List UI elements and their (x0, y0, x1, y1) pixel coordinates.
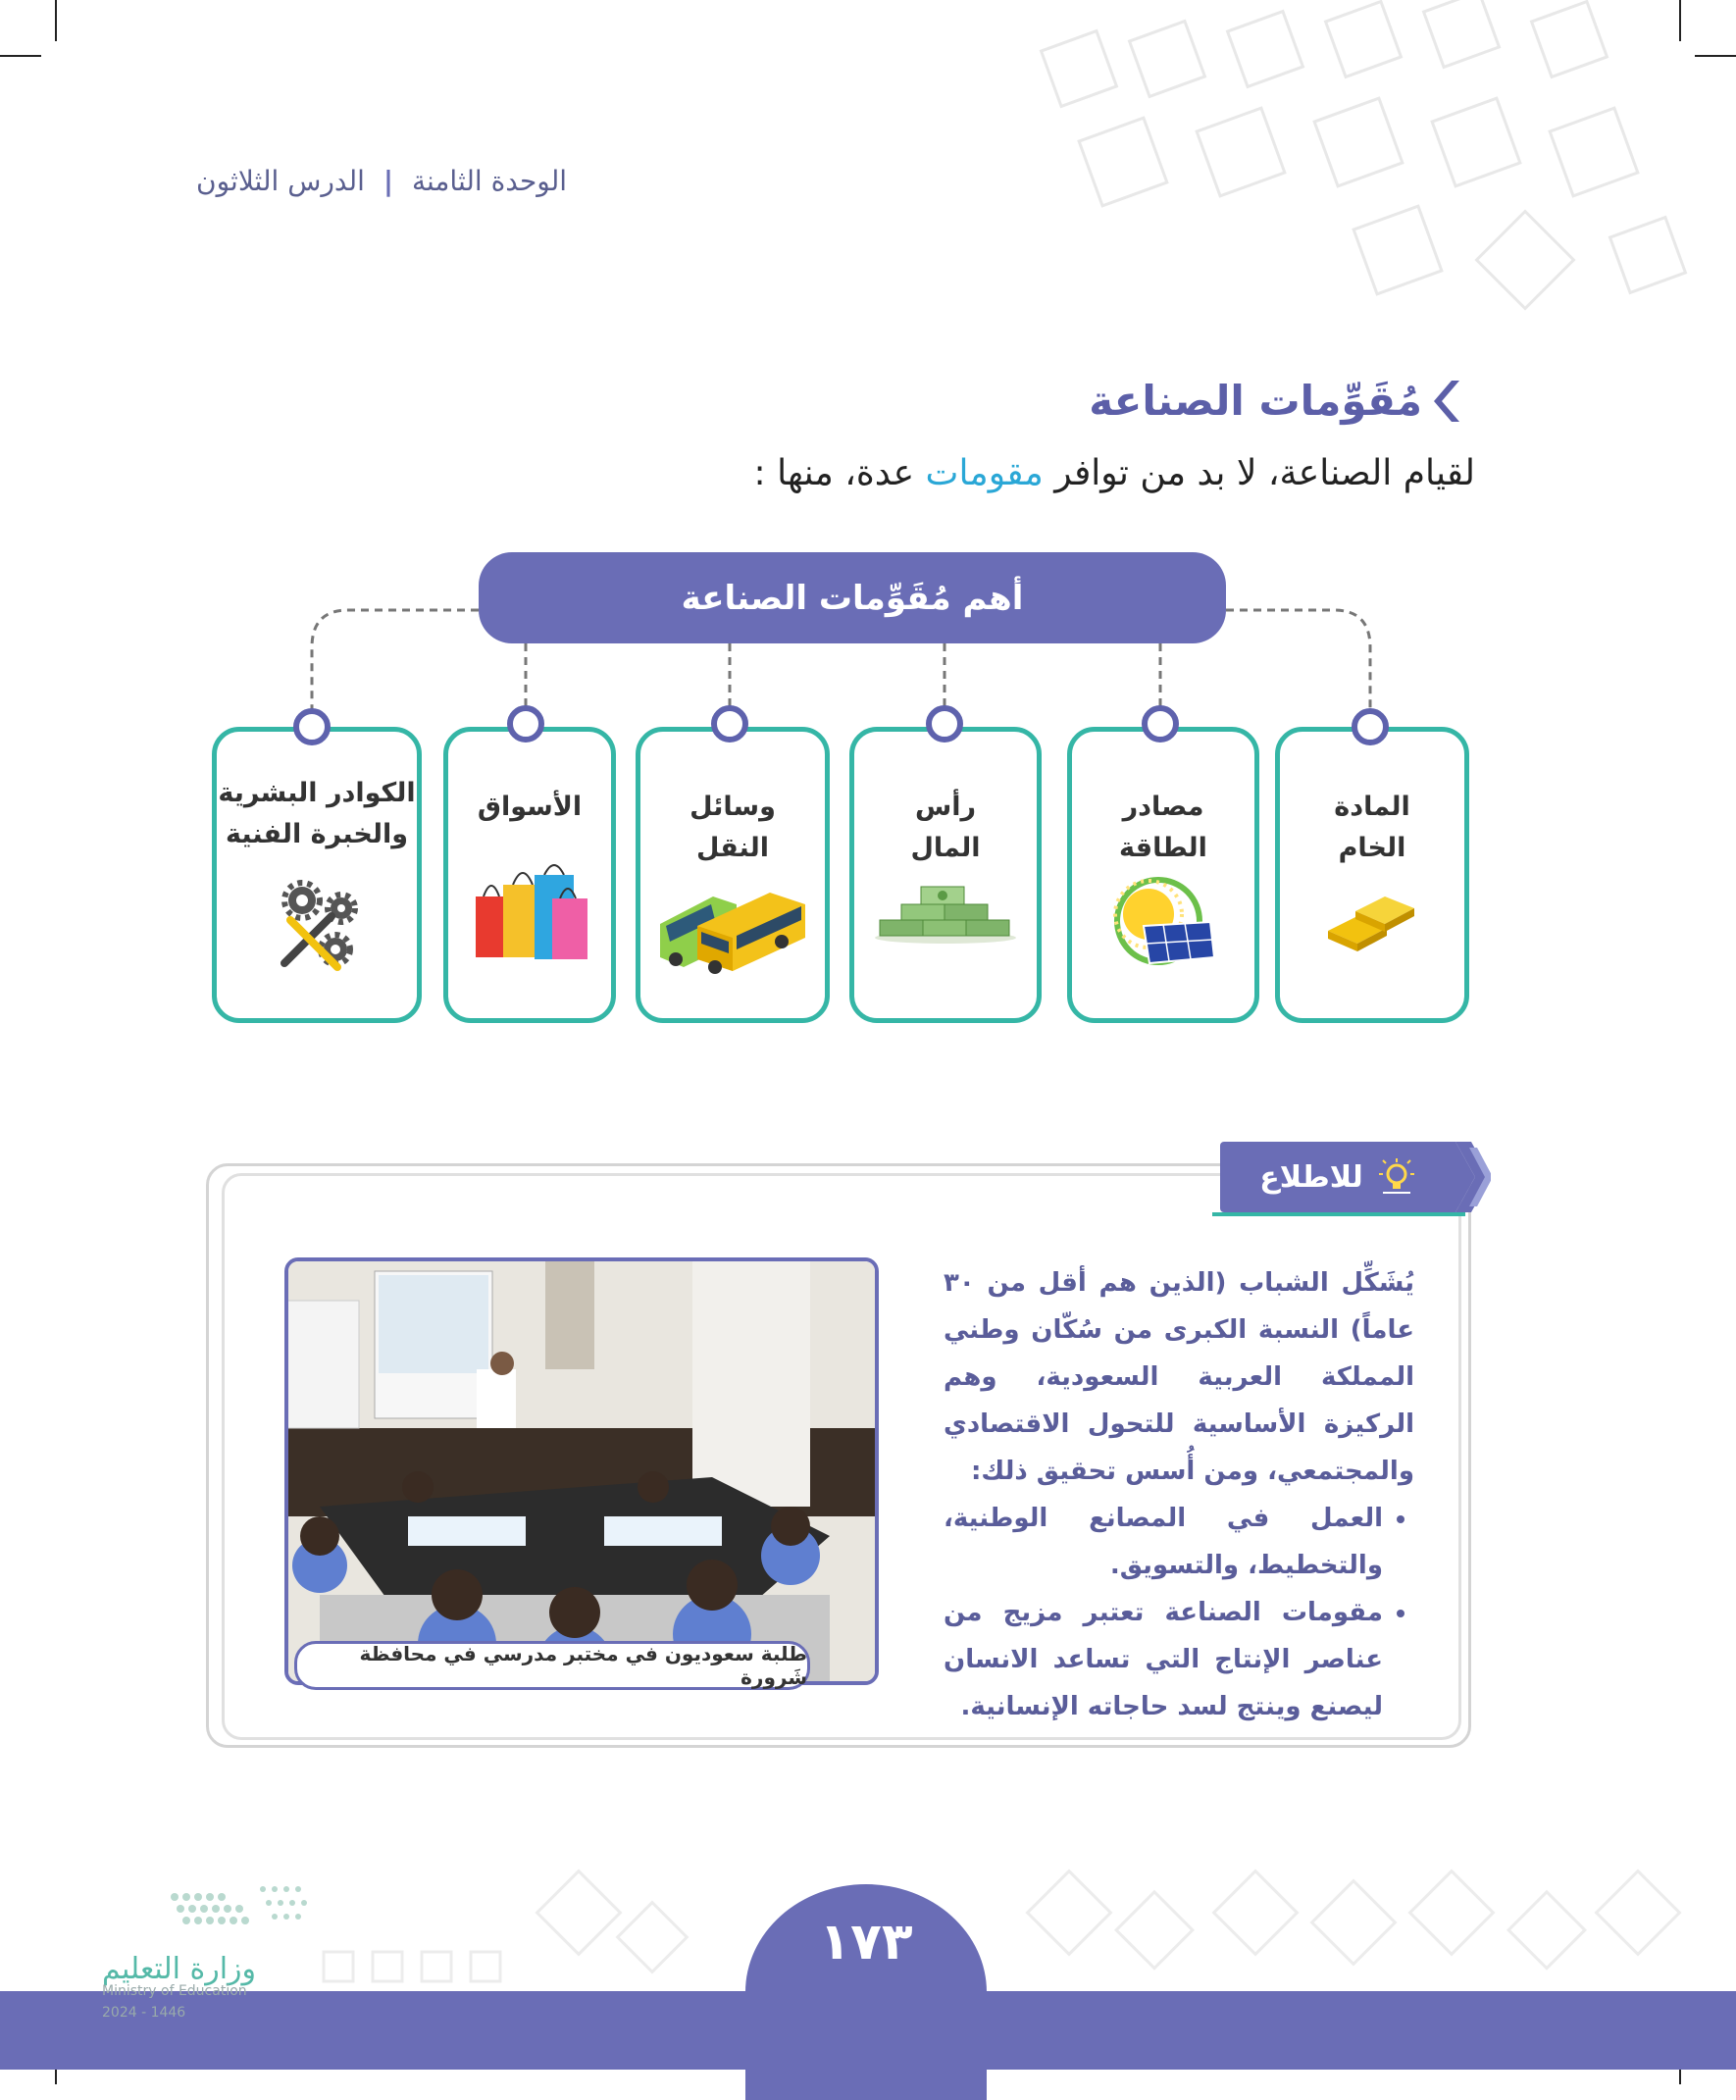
page-number: ١٧٣ (819, 1913, 913, 1972)
money-stack-icon (872, 877, 1019, 946)
connector-knob (926, 705, 963, 743)
card-raw-materials (1275, 727, 1469, 1023)
info-tag (1220, 1142, 1455, 1212)
gold-bars-icon (1318, 877, 1426, 955)
card-capital (849, 727, 1042, 1023)
card-markets (443, 727, 616, 1023)
info-tag-underline (1212, 1212, 1465, 1216)
classroom-illustration (284, 1261, 875, 1685)
unit-label: الوحدة الثامنة (411, 165, 568, 197)
intro-text-end: عدة، منها : (753, 453, 926, 493)
card-human-resources (212, 727, 422, 1023)
info-tag-label: للاطلاع (1259, 1159, 1363, 1195)
diagram-title: أهم مُقَوِّمات الصناعة (479, 552, 1226, 643)
gears-tools-icon (273, 877, 361, 975)
lightbulb-icon (1377, 1157, 1416, 1197)
ministry-logo-year: 2024 - 1446 (102, 2005, 186, 2021)
bus-icon (654, 877, 811, 975)
connector-knob (1352, 708, 1389, 745)
connector-knob (711, 705, 748, 743)
card-label: الكوادر البشرية والخبرة الفنية (218, 778, 416, 849)
connector-knob (293, 708, 331, 745)
connector-knob (1142, 705, 1179, 743)
ministry-logo-title: وزارة التعليم (102, 1952, 257, 1986)
ministry-logo-subtitle: Ministry of Education (102, 1983, 247, 1999)
classroom-photo (284, 1257, 879, 1685)
shopping-bags-icon (466, 859, 593, 967)
card-transport (636, 727, 830, 1023)
intro-text-start: لقيام الصناعة، لا بد من توافر (1043, 453, 1475, 493)
card-label: الأسواق (477, 792, 583, 822)
photo-caption: طلبة سعوديون في مختبر مدرسي في محافظة شَرورة (294, 1641, 810, 1690)
card-label: وسائل النقل (689, 792, 776, 863)
header-separator: | (383, 165, 394, 197)
section-title-text: مُقَوِّمات الصناعة (1089, 377, 1422, 425)
info-text (944, 1259, 1414, 1730)
diagram-connectors (0, 0, 1736, 785)
list-item: • العمل في المصانع الوطنية، والتخطيط، والتسويق. (944, 1495, 1383, 1589)
info-paragraph: يُشَكِّل الشباب (الذين هم أقل من ٣٠ عاماً) النسبة الكبرى من سُكّان وطني المملكة العربية السعودية، وهم الركيزة الأساسية للتحول الاقتصادي والمجتمعي، ومن أُسس تحقيق ذلك: (944, 1268, 1414, 1486)
connector-knob (507, 705, 544, 743)
info-bullets (944, 1495, 1414, 1730)
card-energy-sources (1067, 727, 1259, 1023)
solar-panel-icon (1104, 877, 1222, 975)
card-label: المادة الخام (1334, 792, 1410, 863)
card-label: مصادر الطاقة (1119, 792, 1207, 863)
intro-highlight: مقومات (925, 453, 1044, 493)
list-item: • مقومات الصناعة تعتبر مزيج من عناصر الإنتاج التي تساعد الانسان ليصنع وينتج لسد حاجاته الإنسانية. (944, 1589, 1383, 1730)
lesson-label: الدرس الثلاثون (196, 165, 365, 197)
card-label: رأس المال (910, 792, 981, 863)
